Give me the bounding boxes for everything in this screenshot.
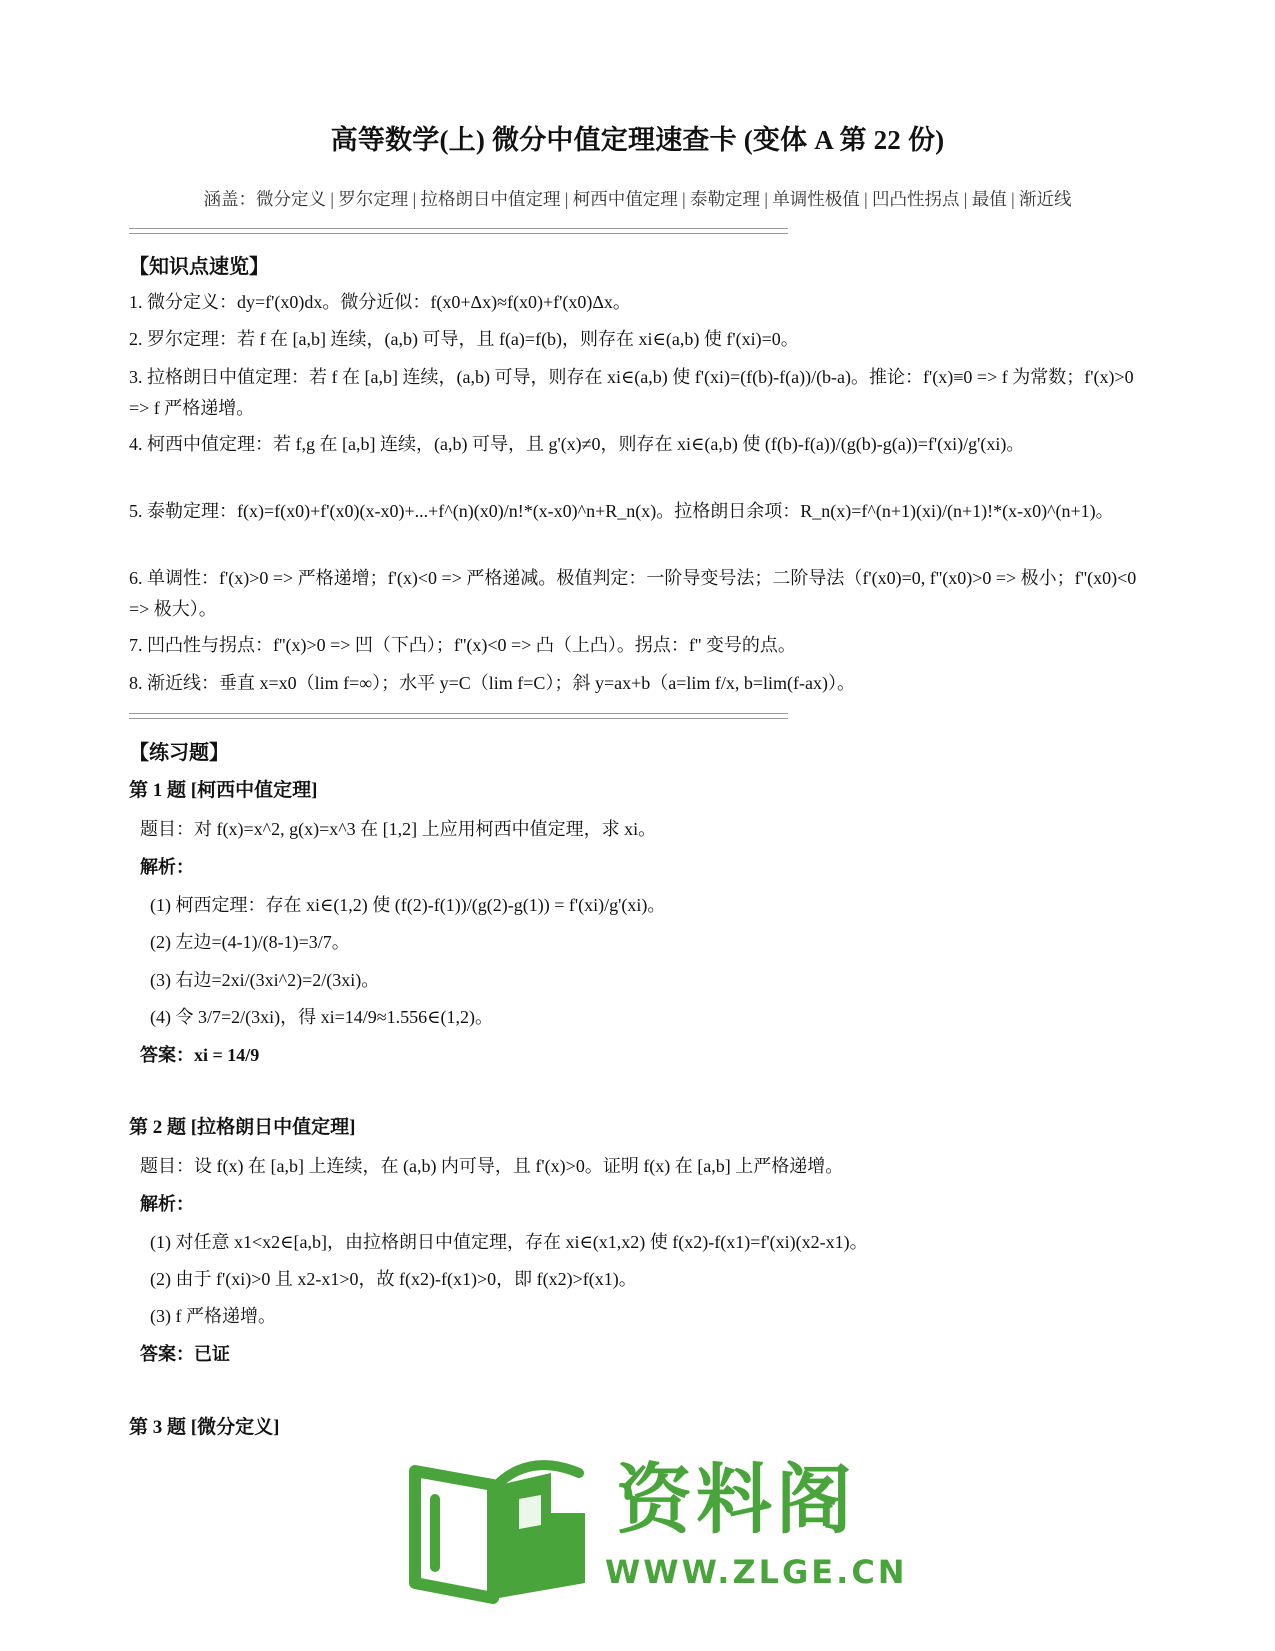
knowledge-item-1: 1. 微分定义：dy=f'(x0)dx。微分近似：f(x0+Δx)≈f(x0)+f'(x0)Δx。 <box>129 292 631 312</box>
question-1-step: (3) 右边=2xi/(3xi^2)=2/(3xi)。 <box>150 970 380 990</box>
open-book-icon <box>401 1455 601 1605</box>
question-1-step: (4) 令 3/7=2/(3xi)，得 xi=14/9≈1.556∈(1,2)。 <box>150 1007 493 1027</box>
question-2-answer: 答案：已证 <box>140 1344 230 1364</box>
watermark-logo <box>401 1455 908 1605</box>
divider <box>129 228 788 234</box>
knowledge-item-8: 8. 渐近线：垂直 x=x0（lim f=∞）；水平 y=C（lim f=C）；斜 y=ax+b（a=lim f/x, b=lim(f-ax)）。 <box>129 673 855 693</box>
exercises-heading: 【练习题】 <box>129 742 229 764</box>
question-1-step: (2) 左边=(4-1)/(8-1)=3/7。 <box>150 932 350 952</box>
question-1-title: 第 1 题 [柯西中值定理] <box>129 780 318 801</box>
coverage-line: 涵盖：微分定义 | 罗尔定理 | 拉格朗日中值定理 | 柯西中值定理 | 泰勒定理 | 单调性极值 | 凹凸性拐点 | 最值 | 渐近线 <box>203 189 1072 209</box>
watermark-text: 资料阁 <box>616 1455 856 1544</box>
question-2-step: (2) 由于 f'(xi)>0 且 x2-x1>0，故 f(x2)-f(x1)>0，即 f(x2)>f(x1)。 <box>150 1269 637 1289</box>
knowledge-item-5: 5. 泰勒定理：f(x)=f(x0)+f'(x0)(x-x0)+...+f^(n)(x0)/n!*(x-x0)^n+R_n(x)。拉格朗日余项：R_n(x)=f^(n+1)(xi)/(n+1)!*(x-x0)^(n+1)。 <box>129 501 1114 521</box>
knowledge-heading: 【知识点速览】 <box>129 256 269 278</box>
question-2-analysis-label: 解析： <box>140 1194 194 1214</box>
watermark-url: WWW.ZLGE.CN <box>605 1553 908 1591</box>
knowledge-item-7: 7. 凹凸性与拐点：f''(x)>0 => 凹（下凸）；f''(x)<0 => 凸（上凸）。拐点：f'' 变号的点。 <box>129 635 796 655</box>
question-2-step: (3) f 严格递增。 <box>150 1306 276 1326</box>
question-3-title: 第 3 题 [微分定义] <box>129 1417 280 1438</box>
question-2-title: 第 2 题 [拉格朗日中值定理] <box>129 1117 356 1138</box>
page-title: 高等数学(上) 微分中值定理速查卡 (变体 A 第 22 份) <box>330 125 945 155</box>
knowledge-item-6: 6. 单调性：f'(x)>0 => 严格递增；f'(x)<0 => 严格递减。极值判定：一阶导变号法；二阶导法（f'(x0)=0, f''(x0)>0 => 极小；f''(x0)<0 => 极大）。 <box>129 568 1137 619</box>
knowledge-item-3: 3. 拉格朗日中值定理：若 f 在 [a,b] 连续，(a,b) 可导，则存在 xi∈(a,b) 使 f'(xi)=(f(b)-f(a))/(b-a)。推论：f'(x)≡0 => f 为常数；f'(x)>0 => f 严格递增。 <box>129 367 1134 418</box>
question-1-answer: 答案：xi = 14/9 <box>140 1045 260 1065</box>
knowledge-item-4: 4. 柯西中值定理：若 f,g 在 [a,b] 连续，(a,b) 可导，且 g'(x)≠0，则存在 xi∈(a,b) 使 (f(b)-f(a))/(g(b)-g(a))=f'(xi)/g'(xi)。 <box>129 434 1025 454</box>
question-1-step: (1) 柯西定理：存在 xi∈(1,2) 使 (f(2)-f(1))/(g(2)-g(1)) = f'(xi)/g'(xi)。 <box>150 895 666 915</box>
question-1-text: 题目：对 f(x)=x^2, g(x)=x^3 在 [1,2] 上应用柯西中值定理，求 xi。 <box>140 819 657 839</box>
question-2-step: (1) 对任意 x1<x2∈[a,b]，由拉格朗日中值定理，存在 xi∈(x1,x2) 使 f(x2)-f(x1)=f'(xi)(x2-x1)。 <box>150 1232 868 1252</box>
divider <box>129 713 788 719</box>
question-1-analysis-label: 解析： <box>140 857 194 877</box>
question-2-text: 题目：设 f(x) 在 [a,b] 上连续，在 (a,b) 内可导，且 f'(x)>0。证明 f(x) 在 [a,b] 上严格递增。 <box>140 1156 844 1176</box>
knowledge-item-2: 2. 罗尔定理：若 f 在 [a,b] 连续，(a,b) 可导，且 f(a)=f(b)，则存在 xi∈(a,b) 使 f'(xi)=0。 <box>129 329 799 349</box>
